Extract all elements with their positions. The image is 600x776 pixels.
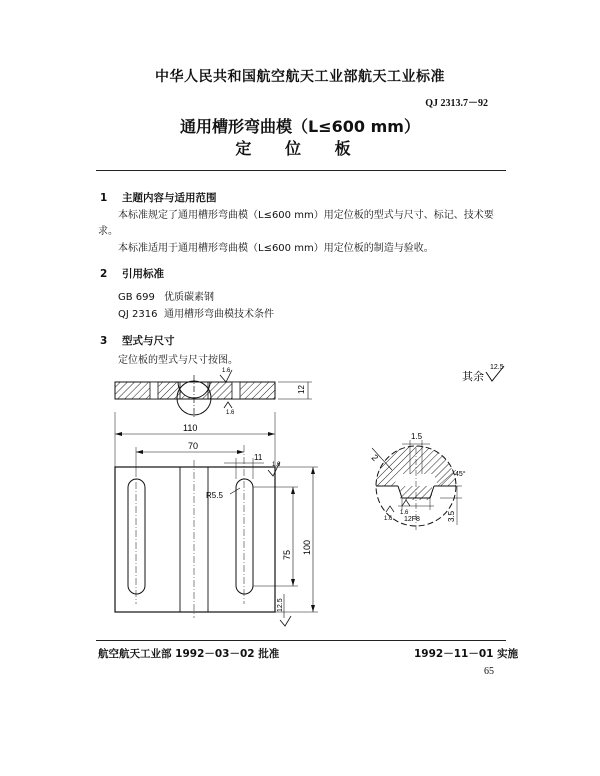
roughness-value: 12.5 (490, 364, 504, 371)
effective-date: 1992－11－01 实施 (414, 648, 519, 660)
section-number: 2 (100, 268, 108, 280)
reference-name: 优质碳素钢 (164, 292, 214, 303)
dim-detail-width: 1.5 (411, 432, 423, 441)
section-1-para-1-cont: 求。 (98, 226, 118, 237)
dim-radius: R5.5 (206, 491, 223, 500)
org-standard-header: 中华人民共和国航空航天工业部航天工业标准 (155, 69, 445, 85)
bottom-divider (96, 640, 506, 641)
dim-height: 100 (302, 539, 312, 555)
dim-detail-chamfer: 2 (369, 452, 381, 463)
section-number: 1 (100, 192, 108, 204)
side-view (115, 368, 312, 418)
dim-total-width: 110 (183, 423, 198, 433)
dim-detail-groove: 12F8 (404, 516, 420, 523)
roughness-note: 其余 (462, 371, 484, 383)
reference-code: GB 699 (118, 292, 155, 303)
section-title: 型式与尺寸 (122, 335, 175, 347)
surface-mark-front: 1.6 (272, 462, 281, 468)
section-3-para-1: 定位板的型式与尺寸按图。 (118, 355, 238, 366)
surface-mark-top: 1.6 (222, 368, 231, 374)
issuer-approval: 航空航天工业部 1992－03－02 批准 (98, 648, 280, 660)
standard-number: QJ 2313.7－92 (425, 98, 488, 109)
dim-slot-width: 11 (254, 453, 263, 462)
reference-name: 通用槽形弯曲模技术条件 (164, 309, 274, 320)
dim-detail-depth: 3.5 (447, 510, 456, 522)
section-1-para-1: 本标准规定了通用槽形弯曲模（L≤600 mm）用定位板的型式与尺寸、标记、技术要 (118, 210, 494, 221)
surface-mark-detail-2: 1.6 (384, 516, 393, 522)
section-1-para-2: 本标准适用于通用槽形弯曲模（L≤600 mm）用定位板的制造与验收。 (118, 243, 434, 254)
document-title: 通用槽形弯曲模（L≤600 mm） (180, 117, 420, 136)
section-title: 主题内容与适用范围 (122, 192, 217, 204)
surface-mark-detail-1: 1.6 (400, 510, 409, 516)
section-number: 3 (100, 335, 108, 347)
front-view (115, 412, 318, 626)
document-subtitle: 定 位 板 (235, 139, 365, 158)
detail-view (370, 432, 466, 530)
page-number: 65 (484, 666, 494, 677)
dim-slot-length: 75 (282, 549, 292, 560)
dim-detail-angle: 45° (455, 471, 466, 478)
reference-code: QJ 2316 (118, 309, 158, 320)
section-title: 引用标准 (122, 268, 164, 280)
dim-bottom-offset: 12.5 (277, 598, 284, 612)
surface-mark-bottom: 1.6 (226, 410, 235, 416)
dim-thickness: 12 (297, 385, 306, 394)
dim-slot-spacing: 70 (188, 441, 199, 451)
